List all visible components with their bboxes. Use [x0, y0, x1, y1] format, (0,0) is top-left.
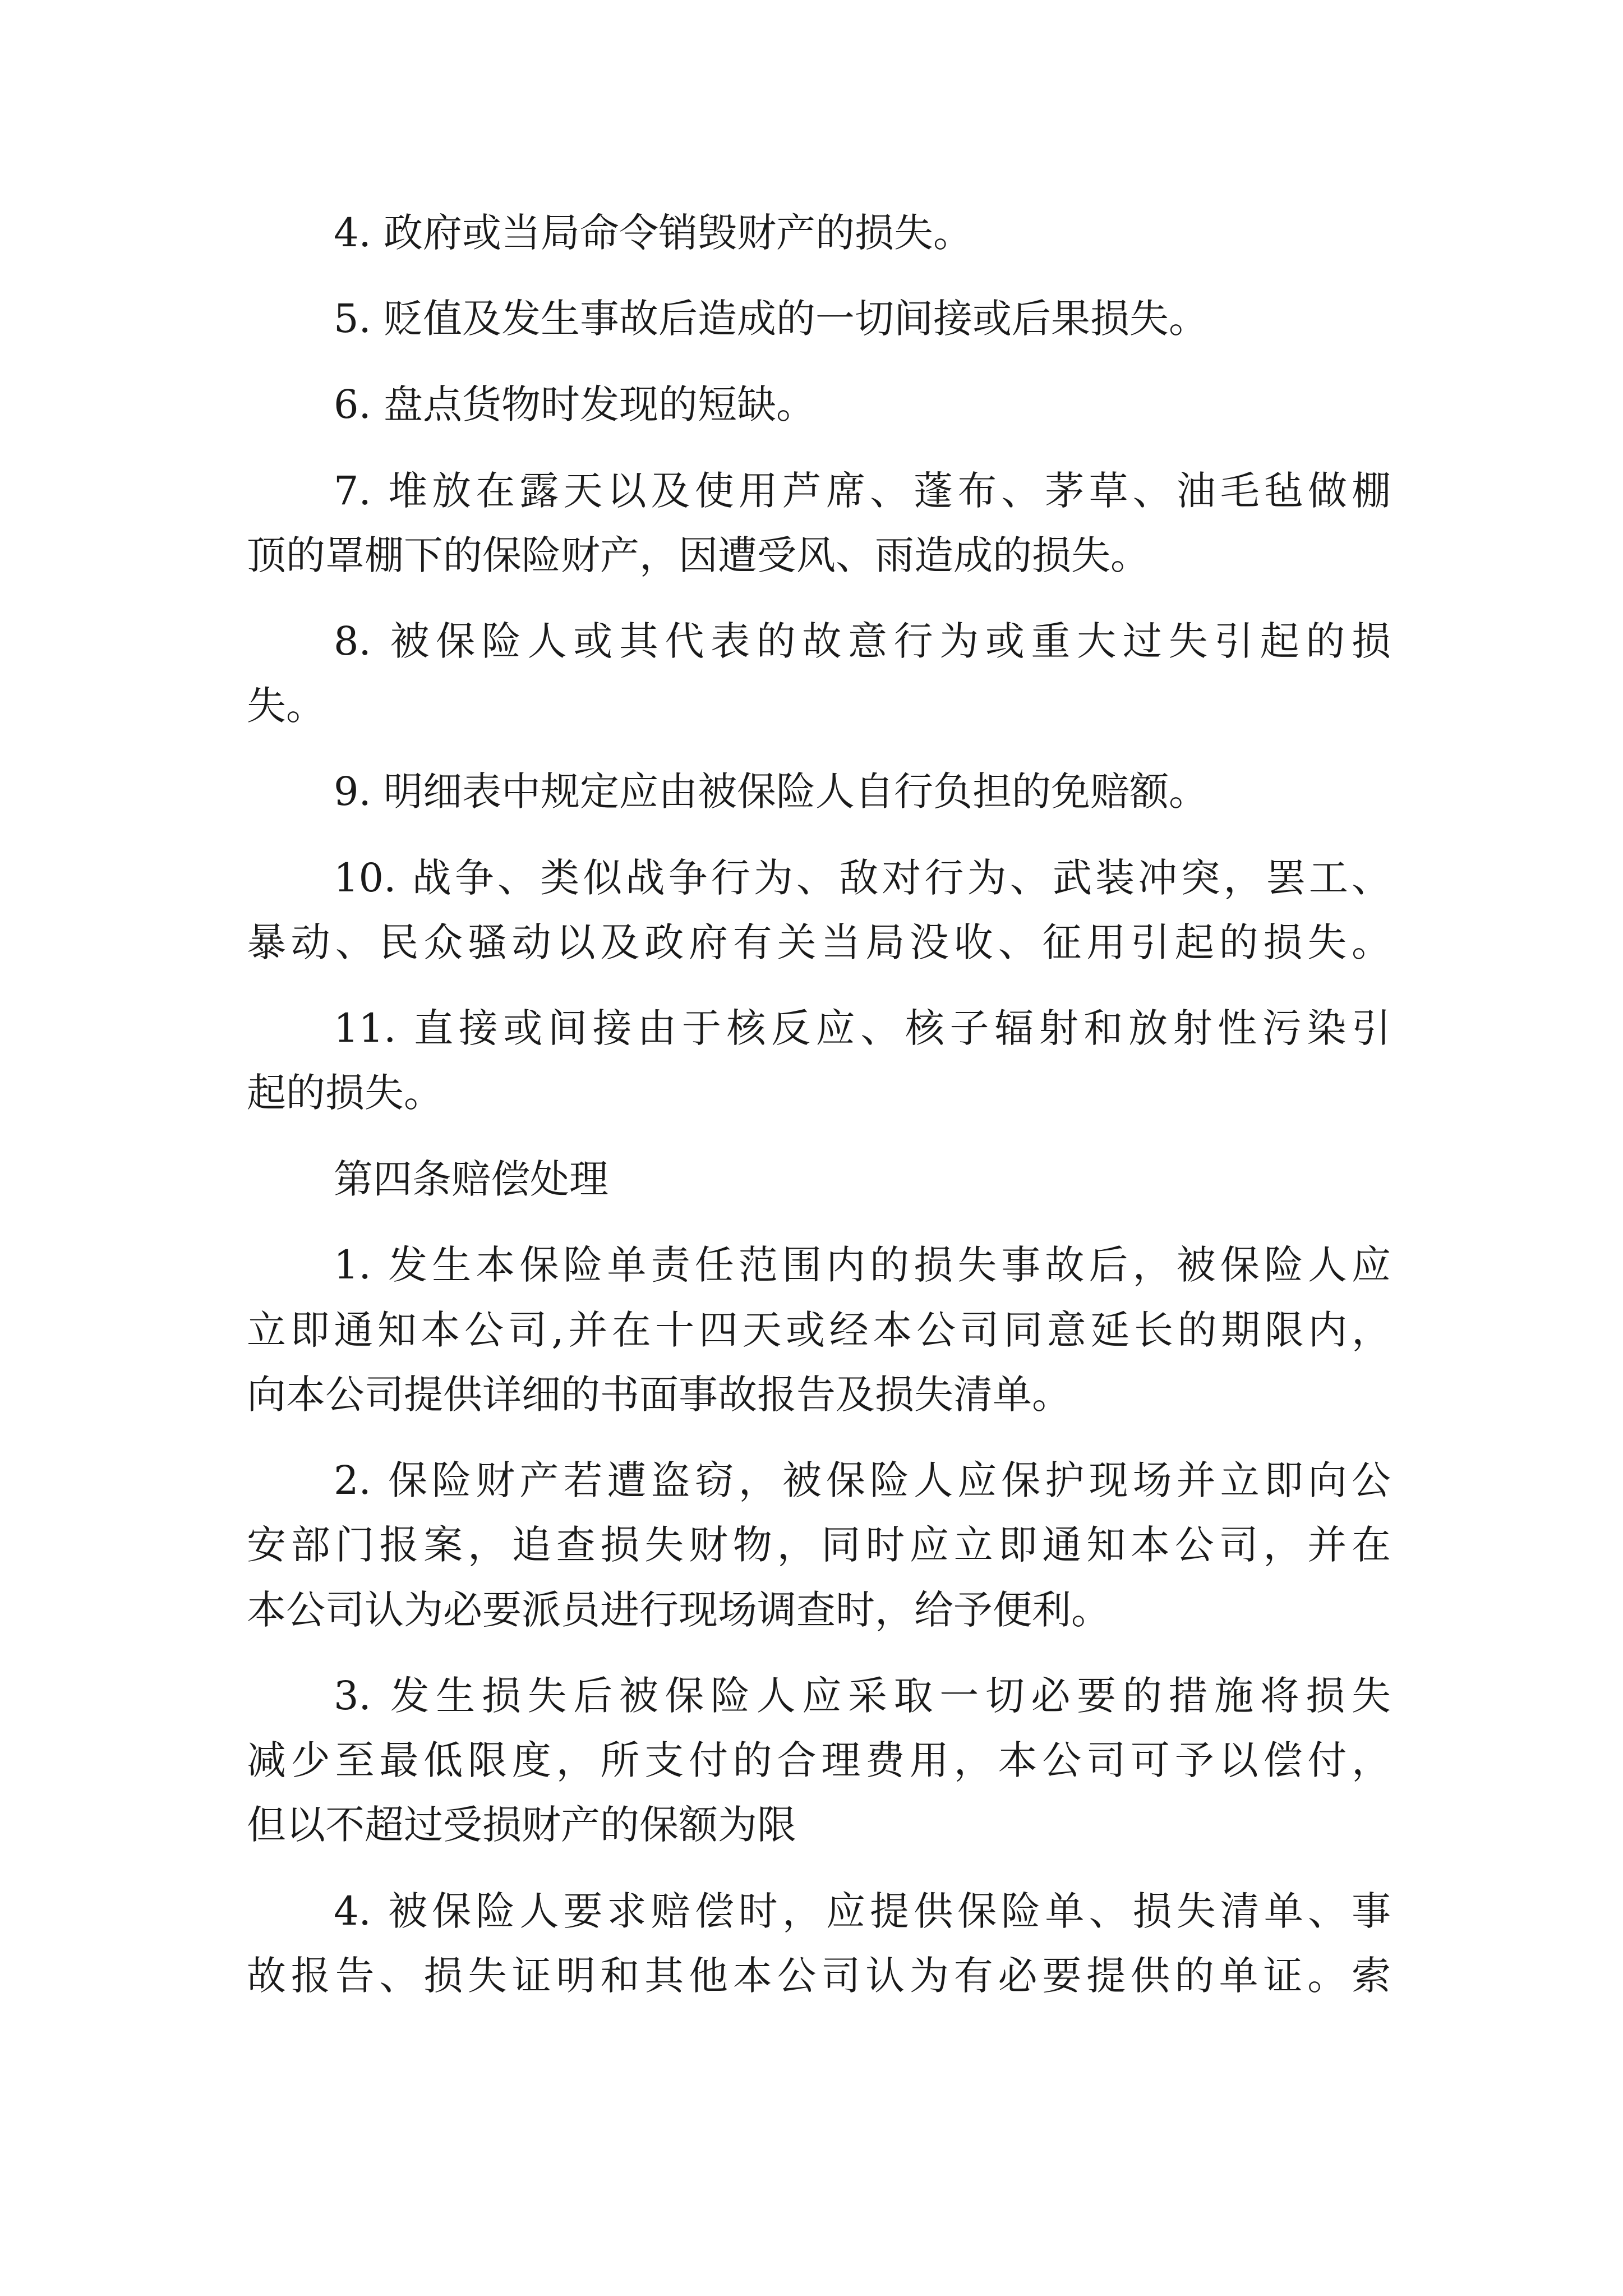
- claims-item-3-line-3: 但以不超过受损财产的保额为限: [247, 1802, 796, 1848]
- claims-item-3-line-1: 3. 发生损失后被保险人应采取一切必要的措施将损失: [334, 1673, 1391, 1719]
- claims-item-2-line-2: 安部门报案，追查损失财物，同时应立即通知本公司，并在: [247, 1522, 1391, 1568]
- exclusion-item-7-line-2: 顶的罩棚下的保险财产，因遭受风、雨造成的损失。: [247, 532, 1150, 578]
- exclusion-item-4: 4. 政府或当局命令销毁财产的损失。: [334, 210, 973, 256]
- exclusion-item-10-line-2: 暴动、民众骚动以及政府有关当局没收、征用引起的损失。: [247, 919, 1391, 965]
- exclusion-item-11-line-2: 起的损失。: [247, 1070, 443, 1116]
- claims-item-4-line-1: 4. 被保险人要求赔偿时，应提供保险单、损失清单、事: [334, 1888, 1391, 1934]
- claims-item-1-line-1: 1. 发生本保险单责任范围内的损失事故后，被保险人应: [334, 1242, 1391, 1288]
- claims-item-2-line-3: 本公司认为必要派员进行现场调查时，给予便利。: [247, 1587, 1110, 1633]
- exclusion-item-6: 6. 盘点货物时发现的短缺。: [334, 381, 816, 427]
- claims-item-3-line-2: 减少至最低限度，所支付的合理费用，本公司可予以偿付，: [247, 1737, 1391, 1783]
- claims-item-1-line-2: 立即通知本公司,并在十四天或经本公司同意延长的期限内，: [247, 1307, 1391, 1353]
- section-heading-article-4: 第四条赔偿处理: [334, 1156, 608, 1202]
- claims-item-2-line-1: 2. 保险财产若遭盗窃，被保险人应保护现场并立即向公: [334, 1457, 1391, 1503]
- exclusion-item-7-line-1: 7. 堆放在露天以及使用芦席、蓬布、茅草、油毛毡做棚: [334, 468, 1391, 514]
- exclusion-item-9: 9. 明细表中规定应由被保险人自行负担的免赔额。: [334, 769, 1209, 815]
- exclusion-item-5: 5. 贬值及发生事故后造成的一切间接或后果损失。: [334, 296, 1209, 342]
- exclusion-item-10-line-1: 10. 战争、类似战争行为、敌对行为、武装冲突，罢工、: [334, 855, 1391, 901]
- claims-item-4-line-2: 故报告、损失证明和其他本公司认为有必要提供的单证。索: [247, 1953, 1391, 1999]
- exclusion-item-8-line-2: 失。: [247, 683, 325, 729]
- exclusion-item-8-line-1: 8. 被保险人或其代表的故意行为或重大过失引起的损: [334, 618, 1391, 664]
- exclusion-item-11-line-1: 11. 直接或间接由于核反应、核子辐射和放射性污染引: [334, 1005, 1391, 1051]
- claims-item-1-line-3: 向本公司提供详细的书面事故报告及损失清单。: [247, 1372, 1071, 1418]
